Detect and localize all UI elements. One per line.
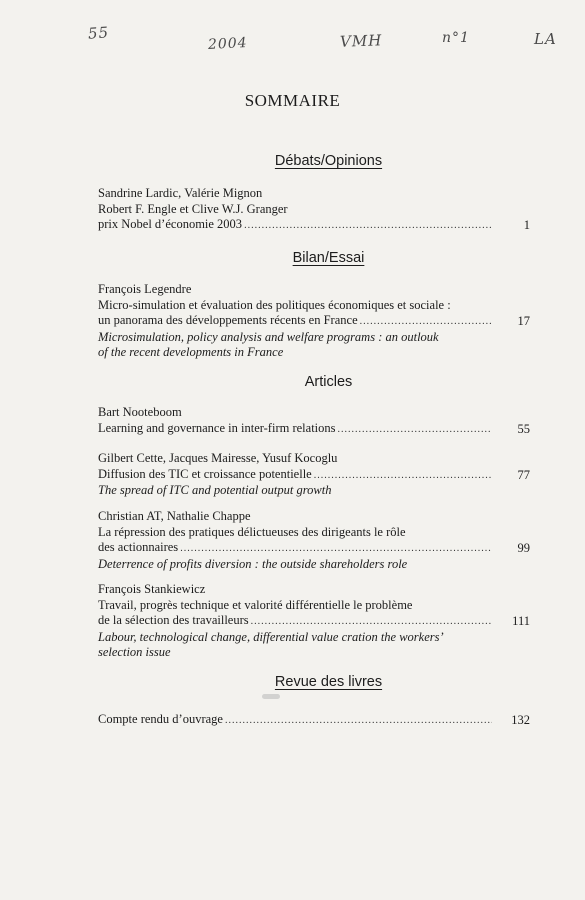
page-number: 1 (523, 218, 530, 232)
entry-translation: Deterrence of profits diversion : the outside shareholders role (98, 556, 408, 571)
handwritten-note-1: 55 (87, 23, 110, 43)
entry-translation: The spread of ITC and potential output growth (98, 483, 332, 497)
dot-leader (180, 541, 492, 557)
section-heading-debats: Débats/Opinions (274, 153, 383, 169)
dot-leader (314, 468, 492, 484)
entry-title-line: La répression des pratiques délictueuses des dirigeants le rôle (98, 524, 406, 539)
entry-authors: Christian AT, Nathalie Chappe (98, 509, 251, 523)
toc-entry-legendre (98, 282, 530, 361)
toc-entry-at-chappe (98, 509, 530, 572)
toc-entry-nooteboom (98, 405, 530, 437)
ink-smudge (262, 694, 280, 699)
entry-title-leader: prix Nobel d’économie 2003 ..... 1 (98, 217, 530, 234)
toc-entry-compte-rendu (98, 712, 530, 729)
entry-title-line: Travail, progrès technique et valorité différentielle le problème (98, 597, 413, 612)
entry-authors: François Stankiewicz (98, 582, 206, 596)
entry-translation: Labour, technological change, differential value cration the workers’ (98, 629, 444, 644)
page-number: 99 (517, 541, 530, 555)
entry-title-leader: un panorama des développements récents en France ..... 17 (98, 313, 530, 330)
entry-authors: Bart Nooteboom (98, 405, 182, 419)
entry-authors: Sandrine Lardic, Valérie Mignon (98, 186, 263, 200)
entry-title-leader: des actionnaires ..... 99 (98, 540, 530, 557)
dot-leader (360, 314, 492, 330)
entry-title-leader: Diffusion des TIC et croissance potentielle ..... 77 (98, 467, 530, 484)
toc-entry-stankiewicz (98, 582, 530, 661)
entry-title-line: Robert F. Engle et Clive W.J. Granger (98, 201, 288, 216)
entry-authors: François Legendre (98, 282, 192, 296)
entry-authors: Gilbert Cette, Jacques Mairesse, Yusuf Kocoglu (98, 451, 338, 465)
page-title: SOMMAIRE (244, 91, 341, 110)
page-number: 132 (511, 713, 530, 727)
entry-translation: of the recent developments in France (98, 345, 284, 359)
dot-leader (225, 713, 492, 729)
page-number: 111 (512, 614, 530, 628)
entry-translation: selection issue (98, 645, 171, 659)
entry-title-line: Micro-simulation et évaluation des politiques économiques et sociale : (98, 297, 451, 312)
page-number: 55 (517, 421, 530, 436)
entry-title-leader: de la sélection des travailleurs ..... 111 (98, 613, 530, 630)
section-heading-revue: Revue des livres (274, 674, 383, 690)
entry-title-leader: Learning and governance in inter-firm relations ..... 55 (98, 421, 530, 438)
dot-leader (244, 218, 492, 234)
handwritten-note-4: n°1 (442, 30, 470, 46)
toc-entry-lardic (98, 186, 530, 234)
section-heading-bilan: Bilan/Essai (292, 250, 365, 266)
handwritten-note-2: 2004 (207, 34, 249, 54)
handwritten-note-5: LA (534, 30, 557, 48)
entry-translation: Microsimulation, policy analysis and welfare programs : an outlouk (98, 329, 439, 344)
section-heading-articles: Articles (304, 374, 353, 390)
dot-leader (338, 422, 493, 438)
page-number: 17 (517, 314, 530, 328)
page-number: 77 (517, 467, 530, 482)
dot-leader (251, 614, 492, 630)
toc-entry-cette (98, 451, 530, 499)
handwritten-note-3: VMH (339, 31, 383, 51)
entry-title-leader: Compte rendu d’ouvrage ..... 132 (98, 712, 530, 729)
